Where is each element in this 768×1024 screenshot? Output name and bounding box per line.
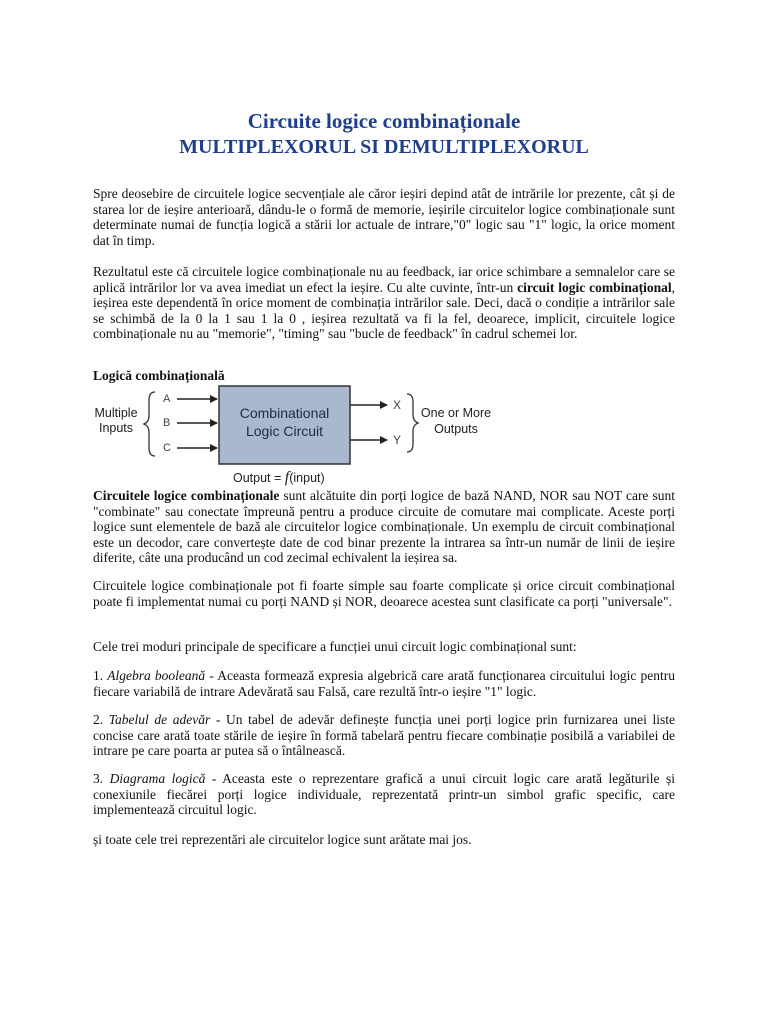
outputs-label-line1: One or More [420,406,492,420]
list-item-term: Algebra booleană [107,668,206,683]
paragraph-result-bold: circuit logic combinațional [517,279,672,295]
multiple-inputs-label-line2: Inputs [98,421,134,435]
combinational-logic-diagram [93,384,493,490]
output-formula [233,469,325,486]
list-item-text: - Aceasta este o reprezentare grafică a unui circuit logic care arată legăturile și conexiunile fiecărei porți logice individuale, reprezentată printr-un simbol grafic specific, care implementează circuitul logic. [93,771,676,818]
paragraph-components-bold: Circuitele logice combinaționale [93,488,280,503]
formula-suffix: (input) [289,471,325,485]
list-item-term: Diagrama logică [109,771,206,786]
paragraph-modes-intro: Cele trei moduri principale de specificare a funcției unui circuit logic combinațional sunt: [93,639,577,654]
paragraph-result-text-a: Rezultatul este că circuitele logice combinaționale nu au feedback, iar orice schimbare a semnalelor care se aplică intrărilor lor va avea imediat un efect la ieșire. Cu alte cuvinte, într-un [93,264,675,295]
list-item-text: - Un tabel de adevăr definește funcția unei porți logice prin furnizarea unei liste concise care arată toate stările de ieșire în formă tabelară pentru fiecare combinație posibilă a variabilei de intrare pe care poarta ar putea să o întâlnească. [93,712,675,759]
paragraph-closing: și toate cele trei reprezentări ale circuitelor logice sunt arătate mai jos. [93,832,472,847]
paragraph-components [93,488,675,566]
paragraph-result-text-b: , ieșirea este dependentă în orice moment de combinația intrărilor sale. Deci, dacă o condiție a intrărilor sale se schimbă de la 0 la 1 sau 1 la 0 , ieșirea rezultată va fi la fel, deoarece, implicit, circuitele logice combinaționale nu au "memorie", "timing" sau "bucle de feedback" în cadrul schemei lor. [93,279,675,342]
formula-function: f [284,469,290,486]
multiple-inputs-label-line1: Multiple [94,406,138,420]
input-b-label: B [163,417,171,429]
list-item-boolean-algebra [93,668,675,699]
list-item-text: - Aceasta formează expresia algebrică care arată funcționarea circuitului logic pentru fiecare variabilă de intrare Adevărată sau Falsă, care rezultă într-o ieșire "1" logic. [93,668,675,699]
output-y-label: Y [393,433,402,447]
paragraph-components-text: sunt alcătuite din porți logice de bază NAND, NOR sau NOT care sunt "combinate" sau conectate împreună pentru a produce circuite de comutare mai complicate. Aceste porți logice sunt elementele de bază ale circuitelor logice combinaționale. Un exemplu de circuit combinațional este un decodor, care convertește date de cod binar prezente la intrarea sa într-un număr de linii de ieșire diferite, câte una producând un cod zecimal echivalent la ieșirea sa. [93,488,675,566]
box-label-line2: Logic Circuit [245,423,324,439]
paragraph-result [93,264,675,342]
list-item-number: 1. [93,668,108,683]
box-label-line1: Combinational [239,405,330,421]
list-item-term: Tabelul de adevăr [108,712,211,727]
document-subtitle: MULTIPLEXORUL SI DEMULTIPLEXORUL [179,136,589,158]
list-item-number: 3. [93,771,110,786]
list-item-number: 2. [93,712,109,727]
list-item-truth-table [93,712,675,759]
paragraph-intro: Spre deosebire de circuitele logice secvențiale ale căror ieșiri depind atât de intrările lor prezente, cât și de starea lor de ieșire anterioară, dându-le o formă de memorie, ieșirile circuitelor logice combinaționale sunt determinate numai de funcția logică a stării lor actuale de intrare,"0" logic sau "1" logic, la orice moment dat în timp. [93,186,675,248]
input-a-label: A [163,393,171,405]
document-title: Circuite logice combinaționale [247,109,521,133]
left-brace-icon [144,392,155,456]
right-brace-icon [407,394,418,452]
outputs-label-line2: Outputs [434,422,478,436]
formula-prefix: Output = [233,471,285,485]
paragraph-universal: Circuitele logice combinaționale pot fi foarte simple sau foarte complicate și orice circuit combinațional poate fi implementat numai cu porți NAND și NOR, deoarece acestea sunt clasificate ca porți "universale". [93,578,675,609]
list-item-logic-diagram [93,771,675,818]
section-heading: Logică combinațională [93,368,225,383]
output-x-label: X [393,398,402,412]
input-c-label: C [163,442,171,454]
